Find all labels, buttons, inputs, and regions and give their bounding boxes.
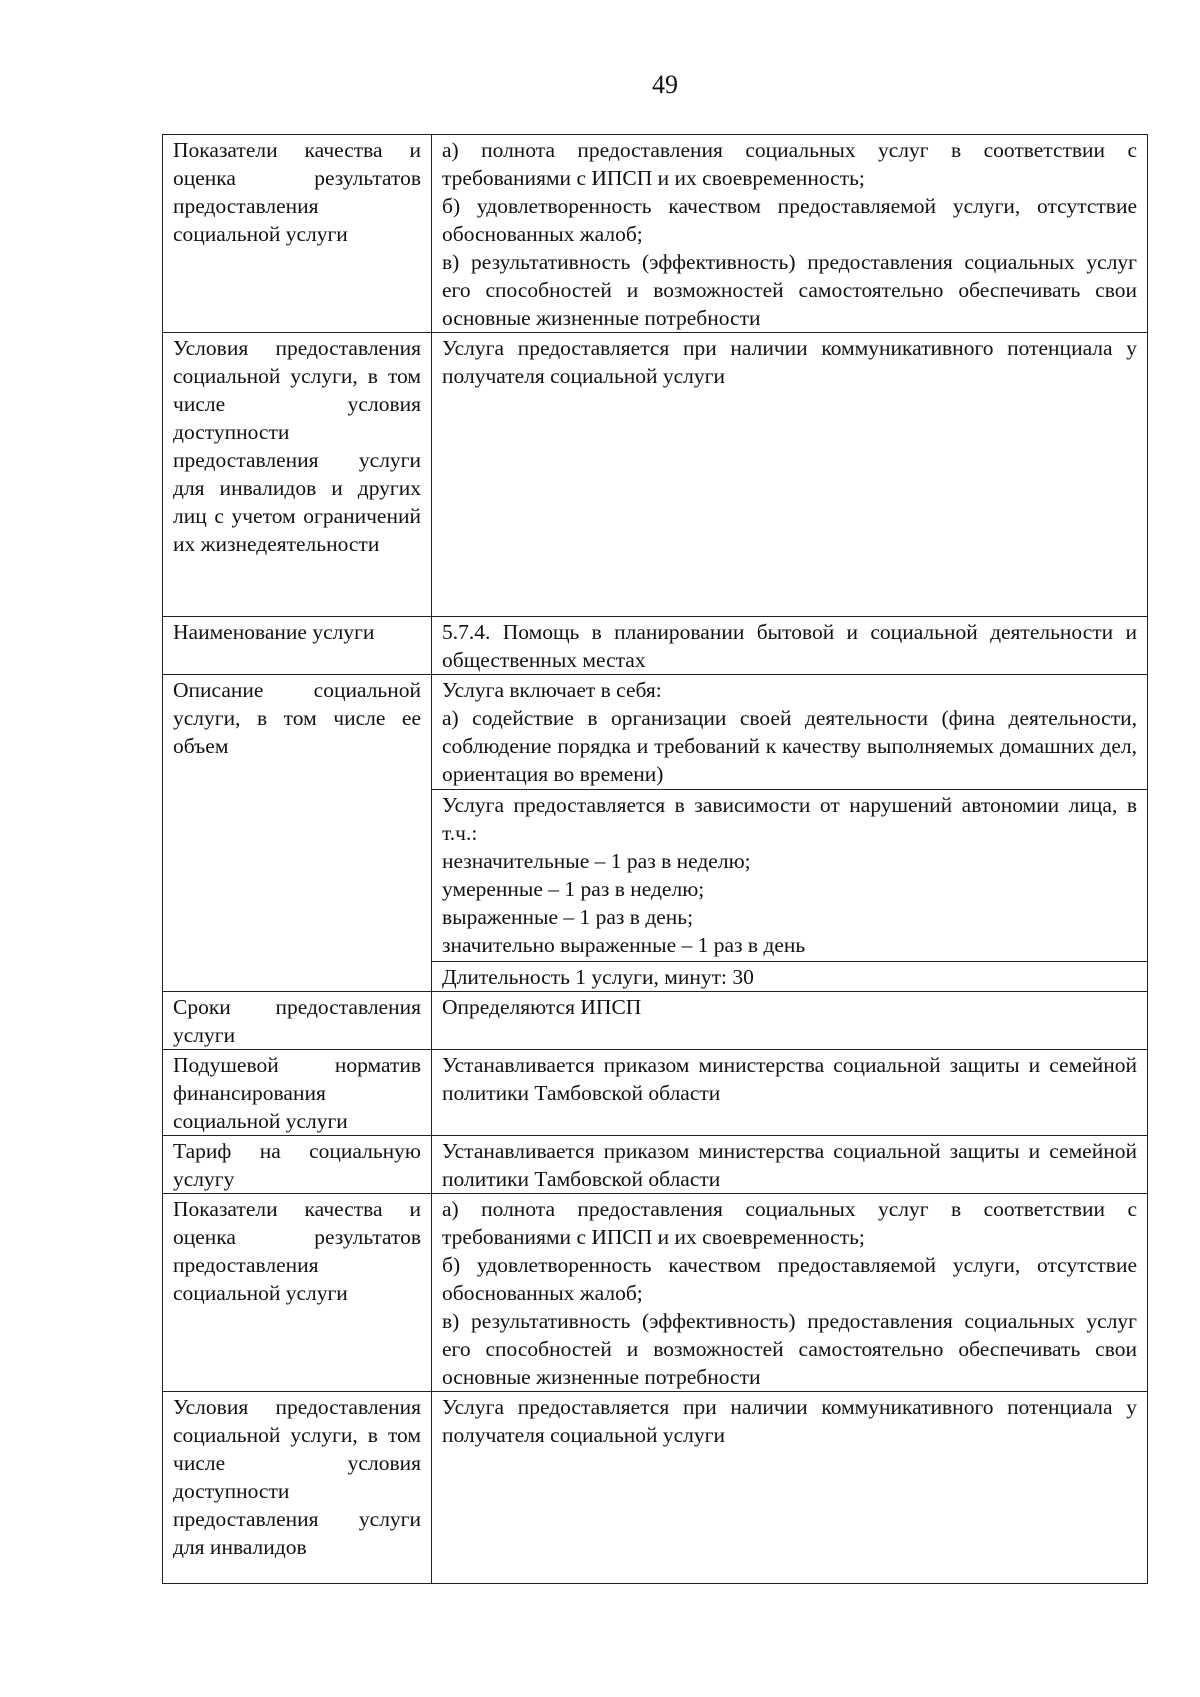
row-label: Показатели качества и оценка результатов предоставления социальной услуги [163, 1194, 432, 1392]
row-value: Определяются ИПСП [432, 992, 1148, 1050]
row-value [432, 1194, 1148, 1392]
row-value [432, 135, 1148, 333]
row-label: Сроки предоставления услуги [163, 992, 432, 1050]
row-value: Устанавливается приказом министерства социальной защиты и семейной политики Тамбовской области [432, 1136, 1148, 1194]
row-value: Услуга предоставляется при наличии коммуникативного потенциала у получателя социальной услуги [432, 1392, 1148, 1584]
row-label: Показатели качества и оценка результатов предоставления социальной услуги [163, 135, 432, 333]
row-value [432, 790, 1148, 962]
row-label: Подушевой норматив финансирования социальной услуги [163, 1050, 432, 1136]
service-name: 5.7.4. Помощь в планировании бытовой и социальной деятельности и общественных местах [432, 617, 1148, 675]
dependency-line: выраженные – 1 раз в день; [442, 905, 694, 929]
table-row [163, 333, 1148, 617]
row-label: Условия предоставления социальной услуги, в том числе условия доступности предоставления услуги для инвалидов и других лиц с учетом ограничений их жизнедеятельности [163, 333, 432, 617]
quality-item-b: б) удовлетворенность качеством предоставляемой услуги, отсутствие обоснованных жалоб; [442, 194, 1137, 246]
dependency-title: Услуга предоставляется в зависимости от нарушений автономии лица, в т.ч.: [442, 793, 1137, 845]
row-value [432, 675, 1148, 790]
includes-item: а) содействие в организации своей деятельности (фина деятельности, соблюдение порядка и требований к качеству выполняемых домашних дел, ориентация во времени) [442, 706, 1137, 786]
quality-item-c: в) результативность (эффективность) предоставления социальных услуг его способностей и возможностей самостоятельно обеспечивать свои основные жизненные потребности [442, 1309, 1137, 1389]
row-value: Услуга предоставляется при наличии коммуникативного потенциала у получателя социальной услуги [432, 333, 1148, 617]
table-row [163, 992, 1148, 1050]
quality-item-a: а) полнота предоставления социальных услуг в соответствии с требованиями с ИПСП и их своевременность; [442, 1197, 1137, 1249]
includes-title: Услуга включает в себя: [442, 678, 662, 702]
table-row [163, 1194, 1148, 1392]
table-row [163, 1392, 1148, 1584]
service-table [162, 134, 1148, 1584]
dependency-line: значительно выраженные – 1 раз в день [442, 933, 806, 957]
table-row [163, 617, 1148, 675]
page-number: 49 [652, 70, 678, 99]
quality-item-a: а) полнота предоставления социальных услуг в соответствии с требованиями с ИПСП и их своевременность; [442, 138, 1137, 190]
duration: Длительность 1 услуги, минут: 30 [432, 962, 1148, 992]
table-row [163, 1136, 1148, 1194]
row-label: Наименование услуги [163, 617, 432, 675]
row-label: Описание социальной услуги, в том числе ее объем [163, 675, 432, 992]
row-label: Условия предоставления социальной услуги, в том числе условия доступности предоставления услуги для инвалидов [163, 1392, 432, 1584]
table-row [163, 675, 1148, 790]
dependency-line: умеренные – 1 раз в неделю; [442, 877, 705, 901]
table-row [163, 1050, 1148, 1136]
row-label: Тариф на социальную услугу [163, 1136, 432, 1194]
quality-item-c: в) результативность (эффективность) предоставления социальных услуг его способностей и возможностей самостоятельно обеспечивать свои основные жизненные потребности [442, 250, 1137, 330]
row-value: Устанавливается приказом министерства социальной защиты и семейной политики Тамбовской области [432, 1050, 1148, 1136]
table-row [163, 135, 1148, 333]
quality-item-b: б) удовлетворенность качеством предоставляемой услуги, отсутствие обоснованных жалоб; [442, 1253, 1137, 1305]
dependency-line: незначительные – 1 раз в неделю; [442, 849, 751, 873]
